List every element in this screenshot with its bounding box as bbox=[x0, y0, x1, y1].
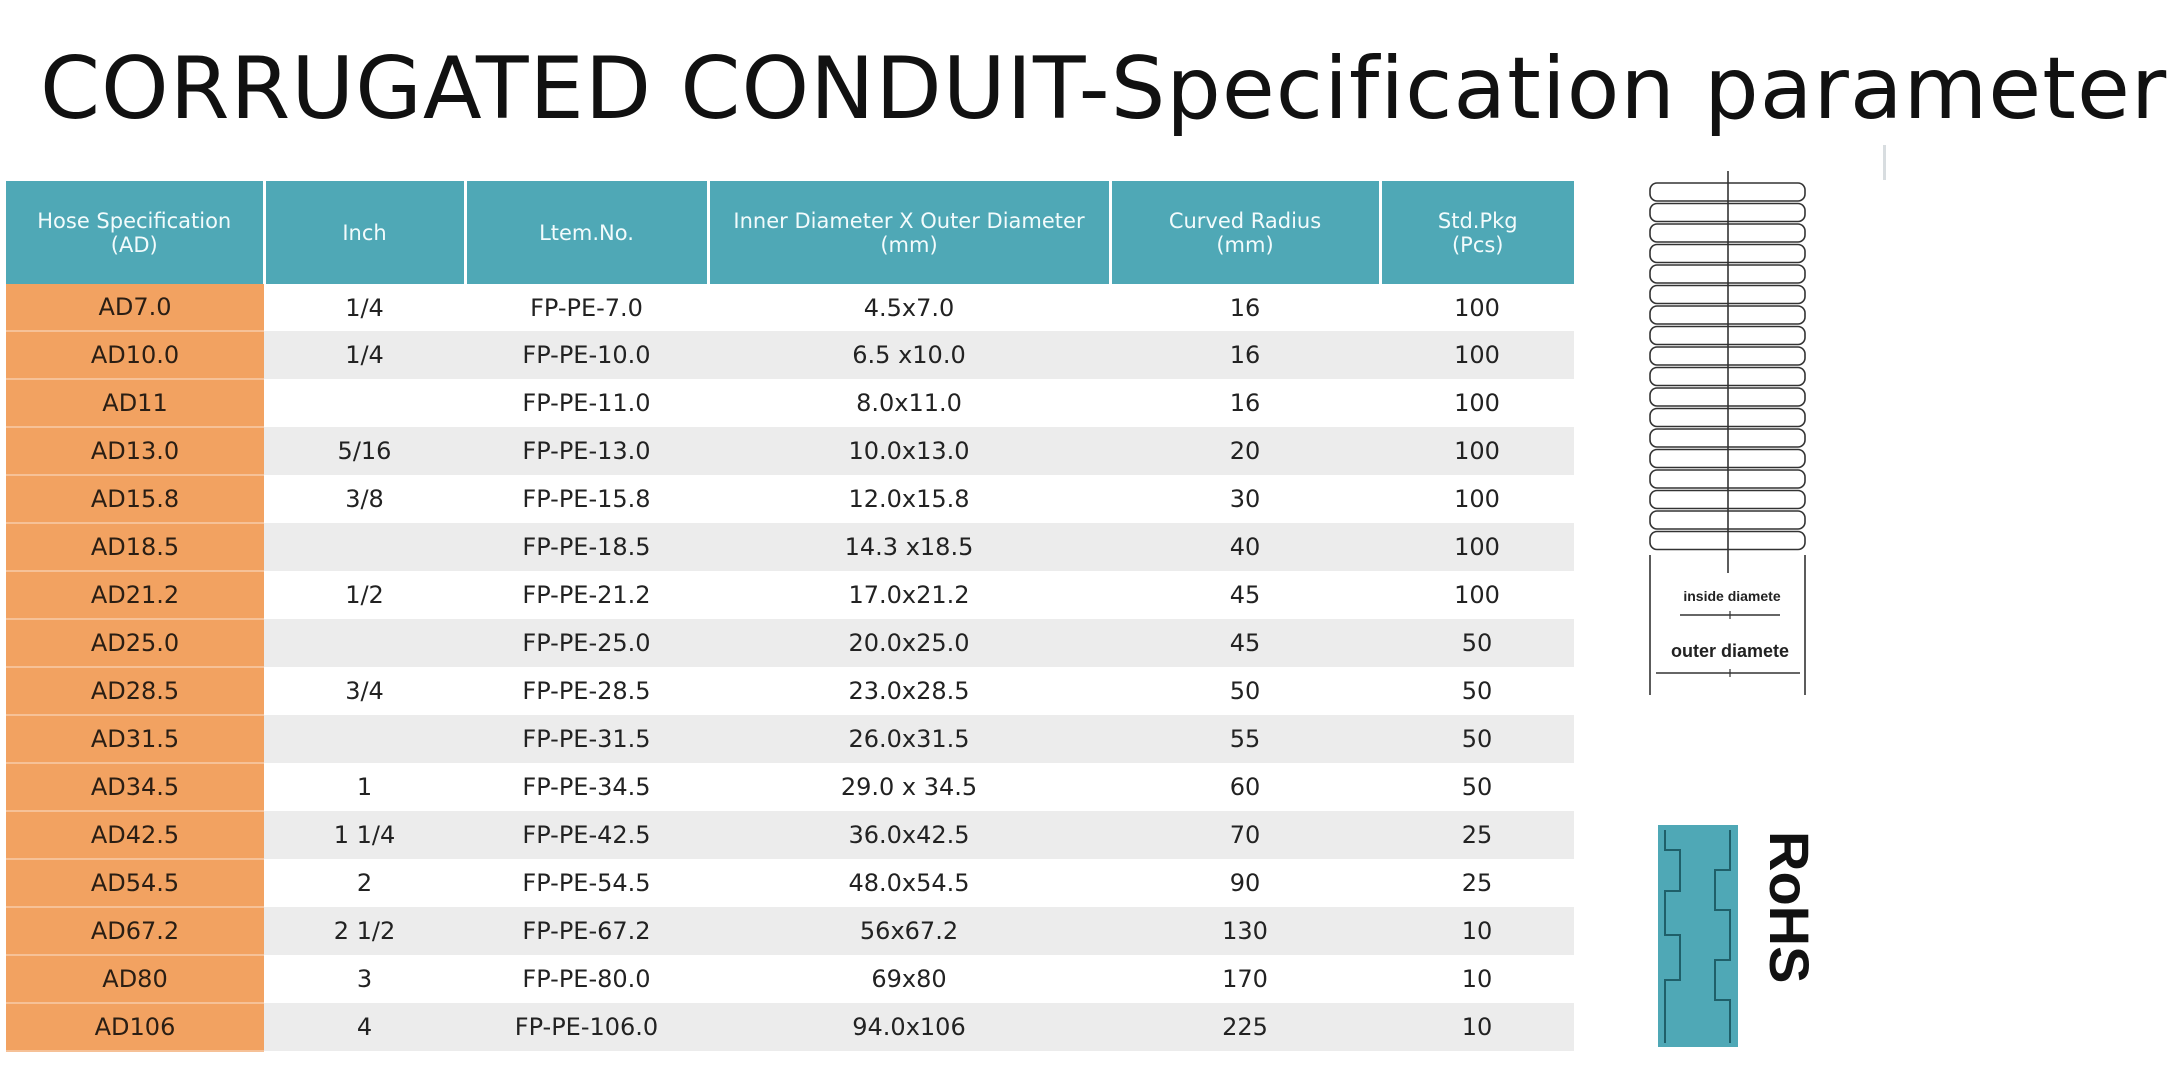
table-row bbox=[6, 1003, 1574, 1051]
column-header-unit: (mm) bbox=[1216, 232, 1274, 257]
column-header bbox=[1110, 181, 1380, 284]
table-row bbox=[6, 427, 1574, 475]
table-cell: 100 bbox=[1454, 485, 1500, 513]
column-header bbox=[6, 181, 264, 284]
column-header-label: Curved Radius bbox=[1168, 208, 1322, 233]
table-cell: 100 bbox=[1454, 293, 1500, 322]
table-cell: 69x80 bbox=[871, 965, 947, 993]
table-row bbox=[6, 331, 1574, 379]
table-cell: 50 bbox=[1461, 773, 1493, 801]
table-cell: 10 bbox=[1380, 907, 1574, 955]
spec-cell: AD18.5 bbox=[6, 523, 264, 571]
spec-cell: AD42.5 bbox=[6, 811, 264, 859]
table-cell: FP-PE-13.0 bbox=[465, 427, 708, 475]
table-cell: 25 bbox=[1461, 869, 1493, 897]
spec-cell: AD25.0 bbox=[6, 619, 264, 667]
table-cell: FP-PE-25.0 bbox=[465, 619, 708, 667]
table-cell: 10.0x13.0 bbox=[708, 427, 1110, 475]
table-row bbox=[6, 571, 1574, 619]
table-cell: 16 bbox=[1229, 293, 1261, 322]
side-figures bbox=[1630, 165, 1820, 1065]
table-cell: 10 bbox=[1461, 965, 1493, 993]
table-cell: FP-PE-106.0 bbox=[465, 1003, 708, 1051]
table-cell: 16 bbox=[1229, 389, 1261, 417]
table-cell: FP-PE-67.2 bbox=[465, 907, 708, 955]
table-cell: 2 bbox=[356, 869, 373, 897]
table-cell: 10 bbox=[1380, 1003, 1574, 1051]
table-cell: 50 bbox=[1380, 619, 1574, 667]
table-cell: 70 bbox=[1110, 811, 1380, 859]
table-cell: 3/4 bbox=[345, 677, 384, 705]
table-cell: 50 bbox=[1380, 715, 1574, 763]
rohs-label: RoHS bbox=[1758, 831, 1821, 984]
table-cell: 100 bbox=[1454, 389, 1500, 417]
table-row bbox=[6, 859, 1574, 907]
table-cell: 40 bbox=[1110, 523, 1380, 571]
column-header bbox=[1380, 181, 1574, 284]
column-header bbox=[708, 181, 1110, 284]
table-cell: 1 bbox=[356, 773, 373, 801]
table-cell: 50 bbox=[1229, 677, 1261, 705]
table-cell: FP-PE-18.5 bbox=[465, 523, 708, 571]
table-cell: 170 bbox=[1222, 965, 1268, 993]
table-cell: 16 bbox=[1110, 331, 1380, 379]
table-cell: 3/8 bbox=[345, 485, 384, 513]
table-cell: 130 bbox=[1110, 907, 1380, 955]
table-cell: 1/4 bbox=[345, 293, 384, 322]
page-title: CORRUGATED CONDUIT-Specification parameter bbox=[40, 39, 2167, 139]
table-cell: 8.0x11.0 bbox=[856, 389, 962, 417]
table-row bbox=[6, 619, 1574, 667]
spec-cell: AD7.0 bbox=[6, 284, 264, 331]
column-header-label: Hose Specification bbox=[37, 208, 232, 233]
spec-cell: AD11 bbox=[6, 379, 264, 427]
table-cell: FP-PE-54.5 bbox=[522, 869, 651, 897]
table-cell: FP-PE-42.5 bbox=[465, 811, 708, 859]
spec-cell: AD34.5 bbox=[6, 763, 264, 811]
table-row bbox=[6, 811, 1574, 859]
inside-diameter-label: inside diamete bbox=[1683, 588, 1781, 604]
table-cell: FP-PE-7.0 bbox=[530, 293, 643, 322]
table-row bbox=[6, 763, 1574, 811]
table-row bbox=[6, 715, 1574, 763]
table-cell: 23.0x28.5 bbox=[848, 677, 970, 705]
table-cell: 100 bbox=[1380, 331, 1574, 379]
table-cell: 30 bbox=[1229, 485, 1261, 513]
table-cell: 26.0x31.5 bbox=[708, 715, 1110, 763]
table-header-row bbox=[6, 181, 1574, 284]
table-cell: 56x67.2 bbox=[708, 907, 1110, 955]
table-cell: 100 bbox=[1380, 427, 1574, 475]
outer-diameter-label: outer diamete bbox=[1670, 641, 1790, 661]
table-cell: 4 bbox=[264, 1003, 465, 1051]
table-cell: FP-PE-11.0 bbox=[522, 389, 651, 417]
table-row bbox=[6, 475, 1574, 523]
table-cell: FP-PE-31.5 bbox=[465, 715, 708, 763]
table-cell: 17.0x21.2 bbox=[848, 581, 970, 609]
table-cell: 12.0x15.8 bbox=[848, 485, 970, 513]
spec-cell: AD31.5 bbox=[6, 715, 264, 763]
table-cell: 5/16 bbox=[264, 427, 465, 475]
column-header-unit: (Pcs) bbox=[1451, 232, 1504, 257]
table-cell: 225 bbox=[1110, 1003, 1380, 1051]
table-cell: FP-PE-28.5 bbox=[522, 677, 651, 705]
table-row bbox=[6, 523, 1574, 571]
table-cell bbox=[264, 523, 465, 571]
table-row bbox=[6, 284, 1574, 331]
column-header bbox=[465, 181, 708, 284]
spec-cell: AD21.2 bbox=[6, 571, 264, 619]
table-row bbox=[6, 955, 1574, 1003]
column-header-unit: (AD) bbox=[110, 232, 158, 257]
table-row bbox=[6, 379, 1574, 427]
table-cell: 6.5 x10.0 bbox=[708, 331, 1110, 379]
table-row bbox=[6, 667, 1574, 715]
table-cell: FP-PE-15.8 bbox=[522, 485, 651, 513]
table-cell: 20.0x25.0 bbox=[708, 619, 1110, 667]
table-cell: FP-PE-10.0 bbox=[465, 331, 708, 379]
table-row bbox=[6, 907, 1574, 955]
table-body bbox=[6, 284, 1574, 1051]
column-header bbox=[264, 181, 465, 284]
table-cell bbox=[264, 715, 465, 763]
table-cell: FP-PE-21.2 bbox=[522, 581, 651, 609]
column-header-label: Inch bbox=[342, 220, 387, 245]
divider-mark bbox=[1883, 145, 1886, 180]
spec-cell: AD13.0 bbox=[6, 427, 264, 475]
table-cell: FP-PE-80.0 bbox=[522, 965, 651, 993]
column-header-label: Std.Pkg bbox=[1437, 208, 1518, 233]
table-cell: 14.3 x18.5 bbox=[708, 523, 1110, 571]
table-cell: 48.0x54.5 bbox=[848, 869, 970, 897]
spec-cell: AD28.5 bbox=[6, 667, 264, 715]
table-cell: 36.0x42.5 bbox=[708, 811, 1110, 859]
table-cell bbox=[264, 619, 465, 667]
spec-table bbox=[6, 181, 1574, 1052]
table-cell: 1/4 bbox=[264, 331, 465, 379]
rohs-badge bbox=[1658, 825, 1821, 1047]
column-header-label: Inner Diameter X Outer Diameter bbox=[733, 208, 1085, 233]
table-cell: 90 bbox=[1229, 869, 1261, 897]
spec-cell: AD10.0 bbox=[6, 331, 264, 379]
table-cell: 25 bbox=[1380, 811, 1574, 859]
table-cell: 29.0 x 34.5 bbox=[840, 773, 978, 801]
table-cell: 94.0x106 bbox=[708, 1003, 1110, 1051]
table-cell: 4.5x7.0 bbox=[863, 293, 955, 322]
table-cell: 45 bbox=[1110, 619, 1380, 667]
table-cell: 1 1/4 bbox=[264, 811, 465, 859]
table-cell: 100 bbox=[1380, 523, 1574, 571]
spec-cell: AD15.8 bbox=[6, 475, 264, 523]
table-cell: 60 bbox=[1229, 773, 1261, 801]
table-cell: 100 bbox=[1454, 581, 1500, 609]
table-cell: 1/2 bbox=[345, 581, 384, 609]
table-cell: 2 1/2 bbox=[264, 907, 465, 955]
column-header-unit: (mm) bbox=[880, 232, 938, 257]
table-cell: FP-PE-34.5 bbox=[522, 773, 651, 801]
spec-cell: AD54.5 bbox=[6, 859, 264, 907]
table-cell: 20 bbox=[1110, 427, 1380, 475]
table-cell: 55 bbox=[1110, 715, 1380, 763]
spec-cell: AD80 bbox=[6, 955, 264, 1003]
table-cell bbox=[264, 379, 465, 427]
spec-cell: AD106 bbox=[6, 1003, 264, 1051]
table-cell: 45 bbox=[1229, 581, 1261, 609]
table-cell: 50 bbox=[1461, 677, 1493, 705]
spec-cell: AD67.2 bbox=[6, 907, 264, 955]
table-cell: 3 bbox=[356, 965, 373, 993]
column-header-label: Ltem.No. bbox=[539, 220, 634, 245]
